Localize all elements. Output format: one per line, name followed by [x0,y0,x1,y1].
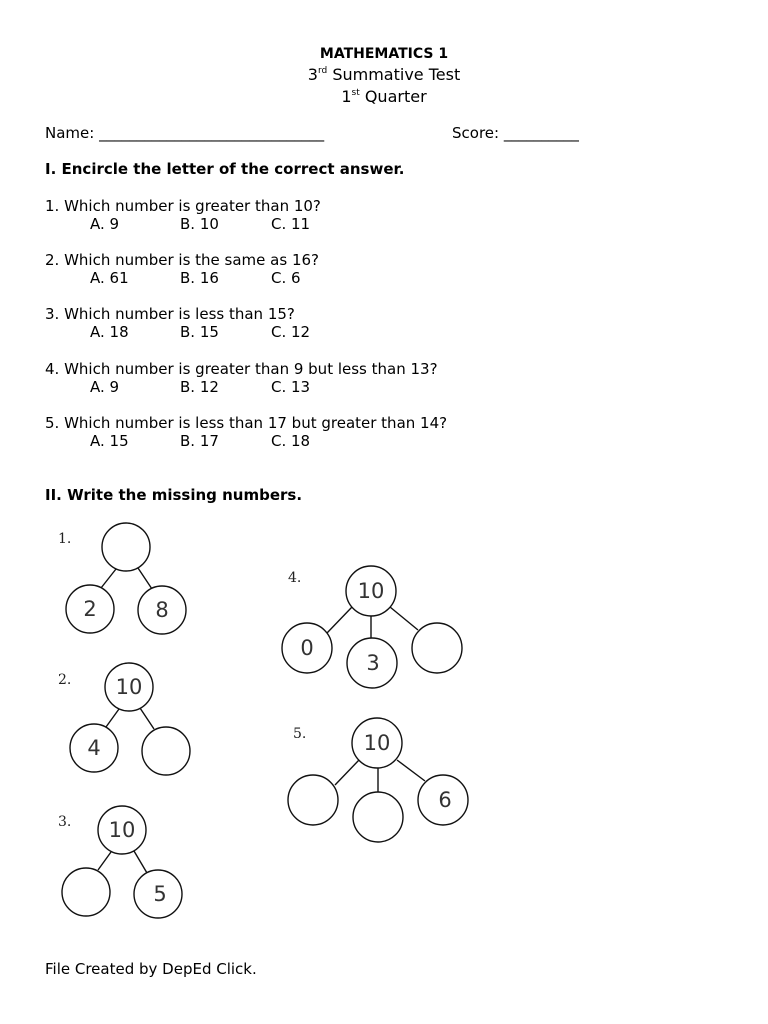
question-text: 4. Which number is greater than 9 but less than 13? [45,360,438,378]
option-b[interactable]: B. 15 [180,323,219,341]
whole-number: 10 [115,675,143,699]
option-c[interactable]: C. 12 [271,323,311,341]
option-b[interactable]: B. 12 [180,378,219,396]
part2-instruction: II. Write the missing numbers. [45,486,303,504]
footer-credit: File Created by DepEd Click. [45,960,257,978]
whole-circle[interactable] [102,523,150,571]
option-b[interactable]: B. 17 [180,432,219,450]
part-circle[interactable] [288,775,338,825]
question-text: 1. Which number is greater than 10? [45,197,321,215]
whole-number: 10 [357,579,385,603]
option-b[interactable]: B. 10 [180,215,219,233]
whole-number: 10 [108,818,136,842]
option-c[interactable]: C. 18 [271,432,311,450]
question-text: 5. Which number is less than 17 but greater than 14? [45,414,448,432]
bond-label: 3. [58,814,72,830]
bond-label: 4. [288,570,302,586]
whole-number: 10 [363,731,391,755]
question-text: 2. Which number is the same as 16? [45,251,319,269]
part-number: 8 [155,598,169,622]
option-c[interactable]: C. 13 [271,378,311,396]
test-subtitle: 3rd Summative Test [307,65,461,84]
part-number: 2 [83,597,97,621]
quarter-subtitle: 1st Quarter [341,87,427,106]
option-c[interactable]: C. 11 [271,215,311,233]
option-a[interactable]: A. 18 [90,323,129,341]
option-b[interactable]: B. 16 [180,269,219,287]
option-a[interactable]: A. 15 [90,432,129,450]
part-circle[interactable] [353,792,403,842]
question-text: 3. Which number is less than 15? [45,305,295,323]
option-a[interactable]: A. 9 [90,378,120,396]
bond-label: 1. [58,531,72,547]
option-a[interactable]: A. 9 [90,215,120,233]
score-field[interactable]: Score: __________ [452,124,579,142]
name-field[interactable]: Name: ______________________________ [45,124,325,142]
bond-label: 2. [58,672,72,688]
part-number: 6 [438,788,452,812]
part-number: 4 [87,736,101,760]
part-circle[interactable] [412,623,462,673]
part-number: 0 [300,636,314,660]
option-c[interactable]: C. 6 [271,269,301,287]
part-circle[interactable] [142,727,190,775]
bond-label: 5. [293,726,307,742]
part-circle[interactable] [62,868,110,916]
part1-instruction: I. Encircle the letter of the correct answer. [45,160,405,178]
option-a[interactable]: A. 61 [90,269,129,287]
document-title: MATHEMATICS 1 [319,46,449,62]
part-number: 3 [366,651,380,675]
part-number: 5 [153,882,167,906]
